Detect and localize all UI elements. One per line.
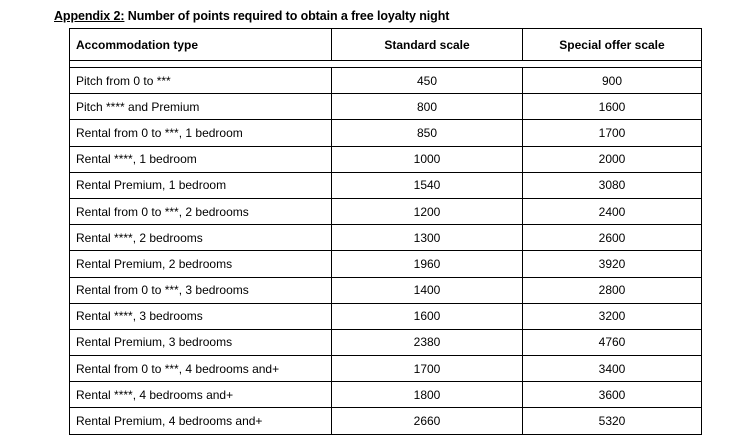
table-row xyxy=(70,120,702,146)
cell-special-offer-scale: 5320 xyxy=(523,408,702,434)
cell-standard-scale: 1600 xyxy=(332,303,523,329)
table-row xyxy=(70,382,702,408)
cell-special-offer-scale: 900 xyxy=(523,68,702,94)
header-gap-row xyxy=(70,61,702,68)
table-row xyxy=(70,68,702,94)
appendix-label: Appendix 2: xyxy=(54,9,125,23)
cell-accommodation-type: Rental ****, 4 bedrooms and+ xyxy=(70,382,332,408)
table-row xyxy=(70,225,702,251)
cell-special-offer-scale: 2400 xyxy=(523,198,702,224)
cell-special-offer-scale: 1600 xyxy=(523,94,702,120)
title-text: Number of points required to obtain a free loyalty night xyxy=(124,9,450,23)
header-standard-scale: Standard scale xyxy=(332,29,523,61)
cell-special-offer-scale: 4760 xyxy=(523,329,702,355)
cell-standard-scale: 450 xyxy=(332,68,523,94)
table-body xyxy=(70,68,702,435)
table-header-row xyxy=(70,29,702,61)
cell-accommodation-type: Rental Premium, 1 bedroom xyxy=(70,172,332,198)
cell-special-offer-scale: 2000 xyxy=(523,146,702,172)
header-accommodation-type: Accommodation type xyxy=(70,29,332,61)
cell-standard-scale: 1960 xyxy=(332,251,523,277)
table-row xyxy=(70,172,702,198)
cell-special-offer-scale: 3080 xyxy=(523,172,702,198)
cell-special-offer-scale: 3400 xyxy=(523,356,702,382)
cell-standard-scale: 1700 xyxy=(332,356,523,382)
cell-accommodation-type: Rental Premium, 4 bedrooms and+ xyxy=(70,408,332,434)
table-row xyxy=(70,303,702,329)
cell-special-offer-scale: 2600 xyxy=(523,225,702,251)
cell-accommodation-type: Rental from 0 to ***, 1 bedroom xyxy=(70,120,332,146)
table-row xyxy=(70,146,702,172)
cell-special-offer-scale: 3200 xyxy=(523,303,702,329)
cell-accommodation-type: Pitch **** and Premium xyxy=(70,94,332,120)
table-row xyxy=(70,356,702,382)
cell-standard-scale: 1400 xyxy=(332,277,523,303)
cell-standard-scale: 2380 xyxy=(332,329,523,355)
cell-accommodation-type: Rental ****, 3 bedrooms xyxy=(70,303,332,329)
table-row xyxy=(70,277,702,303)
cell-standard-scale: 800 xyxy=(332,94,523,120)
loyalty-points-table xyxy=(69,28,702,435)
table-row xyxy=(70,94,702,120)
cell-standard-scale: 1540 xyxy=(332,172,523,198)
cell-standard-scale: 2660 xyxy=(332,408,523,434)
cell-special-offer-scale: 3600 xyxy=(523,382,702,408)
cell-accommodation-type: Pitch from 0 to *** xyxy=(70,68,332,94)
header-special-offer-scale: Special offer scale xyxy=(523,29,702,61)
cell-standard-scale: 1200 xyxy=(332,198,523,224)
cell-accommodation-type: Rental Premium, 2 bedrooms xyxy=(70,251,332,277)
cell-standard-scale: 1000 xyxy=(332,146,523,172)
cell-accommodation-type: Rental from 0 to ***, 2 bedrooms xyxy=(70,198,332,224)
cell-standard-scale: 1800 xyxy=(332,382,523,408)
cell-special-offer-scale: 2800 xyxy=(523,277,702,303)
cell-accommodation-type: Rental ****, 2 bedrooms xyxy=(70,225,332,251)
cell-standard-scale: 850 xyxy=(332,120,523,146)
header-gap xyxy=(70,61,702,68)
table-row xyxy=(70,198,702,224)
cell-special-offer-scale: 1700 xyxy=(523,120,702,146)
cell-accommodation-type: Rental from 0 to ***, 4 bedrooms and+ xyxy=(70,356,332,382)
table-row xyxy=(70,251,702,277)
cell-accommodation-type: Rental Premium, 3 bedrooms xyxy=(70,329,332,355)
cell-special-offer-scale: 3920 xyxy=(523,251,702,277)
table-row xyxy=(70,329,702,355)
document-title xyxy=(54,9,449,23)
table-row xyxy=(70,408,702,434)
cell-accommodation-type: Rental from 0 to ***, 3 bedrooms xyxy=(70,277,332,303)
cell-standard-scale: 1300 xyxy=(332,225,523,251)
cell-accommodation-type: Rental ****, 1 bedroom xyxy=(70,146,332,172)
